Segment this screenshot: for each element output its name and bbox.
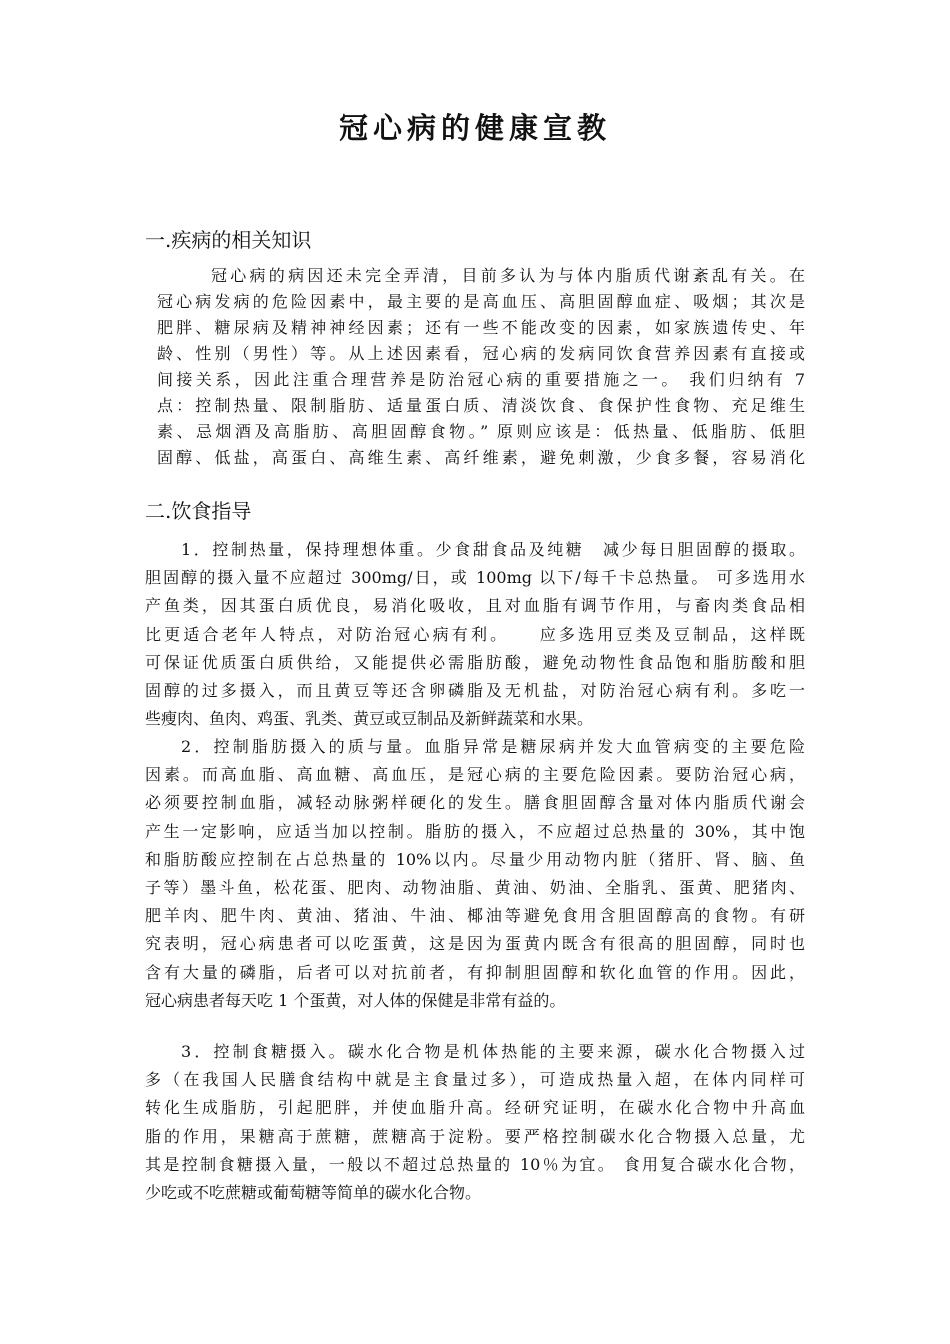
paragraph-line: 素、忌烟酒及高脂肪、高胆固醇食物。” 原则应该是：低热量、低脂肪、低胆 bbox=[157, 422, 805, 441]
paragraph-line: 多（在我国人民膳食结构中就是主食量过多），可造成热量入超，在体内同样可 bbox=[145, 1070, 805, 1090]
paragraph-line: 可保证优质蛋白质供给，又能提供必需脂肪酸，避免动物性食品饱和脂肪酸和胆 bbox=[145, 652, 805, 672]
paragraph-line: 其是控制食糖摄入量，一般以不超过总热量的 10％为宜。 食用复合碳水化合物， bbox=[145, 1154, 805, 1174]
paragraph-line: 究表明，冠心病患者可以吃蛋黄，这是因为蛋黄内既含有很高的胆固醇，同时也 bbox=[145, 934, 805, 954]
paragraph-control-sugar bbox=[145, 1038, 805, 1207]
paragraph-line: 肥胖、糖尿病及精神神经因素；还有一些不能改变的因素，如家族遗传史、年 bbox=[157, 318, 805, 337]
paragraph-line: 些瘦肉、鱼肉、鸡蛋、乳类、黄豆或豆制品及新鲜蔬菜和水果。 bbox=[145, 709, 594, 729]
paragraph-line: 龄、性别（男性）等。从上述因素看，冠心病的发病同饮食营养因素有直接或 bbox=[157, 344, 805, 363]
section-heading-knowledge: 一.疾病的相关知识 bbox=[145, 228, 312, 252]
paragraph-line: 1．控制热量，保持理想体重。少食甜食品及纯糖 减少每日胆固醇的摄取。 bbox=[181, 540, 805, 559]
paragraph-line: 肥羊肉、肥牛肉、黄油、猪油、牛油、椰油等避免食用含胆固醇高的食物。有研 bbox=[145, 906, 805, 926]
paragraph-line: 3．控制食糖摄入。碳水化合物是机体热能的主要来源，碳水化合物摄入过 bbox=[181, 1042, 805, 1061]
paragraph-line: 转化生成脂肪，引起肥胖，并使血脂升高。经研究证明，在碳水化合物中升高血 bbox=[145, 1098, 805, 1118]
paragraph-line: 含有大量的磷脂，后者可以对抗前者，有抑制胆固醇和软化血管的作用。因此， bbox=[145, 962, 805, 982]
paragraph-line: 产生一定影响，应适当加以控制。脂肪的摄入，不应超过总热量的 30%，其中饱 bbox=[145, 821, 805, 841]
paragraph-line: 产鱼类，因其蛋白质优良，易消化吸收，且对血脂有调节作用，与畜肉类食品相 bbox=[145, 596, 805, 616]
section-heading-diet: 二.饮食指导 bbox=[145, 499, 252, 523]
paragraph-line: 必须要控制血脂，减轻动脉粥样硬化的发生。膳食胆固醇含量对体内脂质代谢会 bbox=[145, 793, 805, 813]
paragraph-control-fat bbox=[145, 733, 805, 1015]
paragraph-line: 因素。而高血脂、高血糖、高血压，是冠心病的主要危险因素。要防治冠心病， bbox=[145, 765, 805, 785]
paragraph-line: 胆固醇的摄入量不应超过 300mg/日，或 100mg 以下/每千卡总热量。 可多选用水 bbox=[145, 568, 805, 588]
paragraph-line: 点：控制热量、限制脂肪、适量蛋白质、清淡饮食、食保护性食物、充足维生 bbox=[157, 396, 805, 415]
paragraph-line: 少吃或不吃蔗糖或葡萄糖等简单的碳水化合物。 bbox=[145, 1182, 482, 1202]
paragraph-line: 子等）墨斗鱼，松花蛋、肥肉、动物油脂、黄油、奶油、全脂乳、蛋黄、肥猪肉、 bbox=[145, 877, 805, 897]
paragraph-line: 冠心病的病因还未完全弄清，目前多认为与体内脂质代谢紊乱有关。在 bbox=[211, 266, 805, 285]
paragraph-line: 固醇、低盐，高蛋白、高维生素、高纤维素，避免刺激，少食多餐，容易消化 bbox=[157, 448, 805, 467]
paragraph-line: 冠心病发病的危险因素中，最主要的是高血压、高胆固醇血症、吸烟；其次是 bbox=[157, 292, 805, 311]
paragraph-disease-knowledge bbox=[157, 263, 805, 471]
paragraph-line: 间接关系，因此注重合理营养是防治冠心病的重要措施之一。 我们归纳有 7 bbox=[157, 370, 805, 389]
paragraph-line: 固醇的过多摄入，而且黄豆等还含卵磷脂及无机盐，对防治冠心病有利。多吃一 bbox=[145, 680, 805, 700]
paragraph-line: 和脂肪酸应控制在占总热量的 10%以内。尽量少用动物内脏（猪肝、肾、脑、鱼 bbox=[145, 849, 805, 869]
paragraph-line: 脂的作用，果糖高于蔗糖，蔗糖高于淀粉。要严格控制碳水化合物摄入总量，尤 bbox=[145, 1126, 805, 1146]
document-title: 冠心病的健康宣教 bbox=[338, 111, 611, 145]
paragraph-line: 2．控制脂肪摄入的质与量。血脂异常是糖尿病并发大血管病变的主要危险 bbox=[181, 737, 805, 756]
paragraph-control-calories bbox=[145, 536, 805, 733]
paragraph-line: 冠心病患者每天吃 1 个蛋黄，对人体的保健是非常有益的。 bbox=[145, 990, 566, 1010]
paragraph-line: 比更适合老年人特点，对防治冠心病有利。 应多选用豆类及豆制品，这样既 bbox=[145, 624, 805, 644]
